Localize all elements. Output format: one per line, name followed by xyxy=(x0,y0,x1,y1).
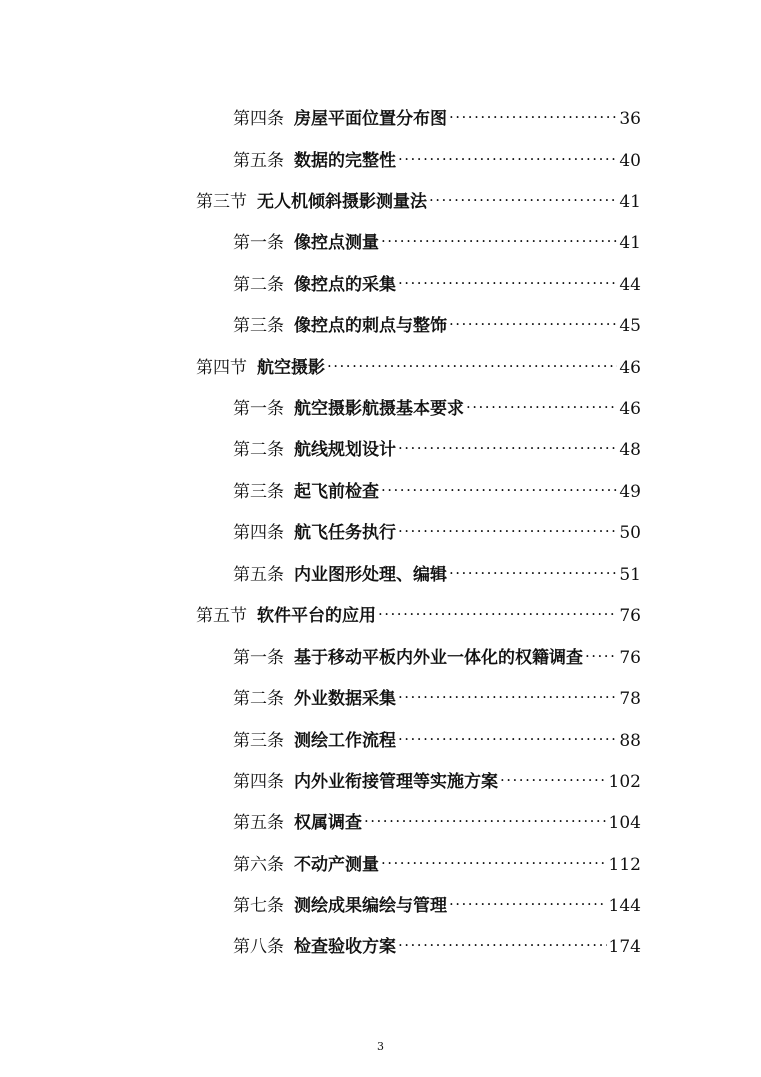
toc-entry-page: 49 xyxy=(619,482,641,502)
toc-entry-page: 41 xyxy=(619,233,641,253)
toc-entry-title: 软件平台的应用 xyxy=(257,606,376,626)
toc-entry-number: 第五条 xyxy=(233,151,284,171)
toc-entry-number: 第四条 xyxy=(233,109,284,129)
dot-leader xyxy=(466,384,617,414)
toc-entry[interactable] xyxy=(233,798,641,833)
toc-entry-page: 46 xyxy=(619,399,641,419)
toc-entry-page: 48 xyxy=(619,440,641,460)
toc-entry[interactable] xyxy=(196,591,641,626)
toc-entry-title: 无人机倾斜摄影测量法 xyxy=(257,192,427,212)
toc-entry[interactable] xyxy=(233,260,641,295)
toc-entry-number: 第八条 xyxy=(233,937,284,957)
toc-entry-title: 像控点测量 xyxy=(294,233,379,253)
toc-entry-number: 第三条 xyxy=(233,731,284,751)
toc-entry-page: 50 xyxy=(619,523,641,543)
page-number: 3 xyxy=(377,1040,384,1053)
dot-leader xyxy=(585,633,617,663)
toc-entry-title: 像控点的采集 xyxy=(294,275,396,295)
dot-leader xyxy=(429,177,617,207)
dot-leader xyxy=(398,674,617,704)
toc-entry-title: 内外业衔接管理等实施方案 xyxy=(294,772,498,792)
toc-entry[interactable] xyxy=(196,343,641,378)
toc-entry-title: 数据的完整性 xyxy=(294,151,396,171)
toc-entry[interactable] xyxy=(233,922,641,957)
toc-entry-page: 88 xyxy=(619,731,641,751)
toc-entry-number: 第一条 xyxy=(233,399,284,419)
toc-entry-page: 44 xyxy=(619,275,641,295)
dot-leader xyxy=(398,136,617,166)
toc-entry-number: 第三节 xyxy=(196,192,247,212)
dot-leader xyxy=(398,425,617,455)
toc-entry-number: 第二条 xyxy=(233,440,284,460)
toc-entry-title: 房屋平面位置分布图 xyxy=(294,109,447,129)
dot-leader xyxy=(381,218,617,248)
dot-leader xyxy=(449,301,617,331)
dot-leader xyxy=(378,591,617,621)
toc-entry[interactable] xyxy=(233,633,641,668)
dot-leader xyxy=(381,840,607,870)
toc-entry-title: 航空摄影航摄基本要求 xyxy=(294,399,464,419)
toc-entry-title: 航空摄影 xyxy=(257,358,325,378)
toc-entry[interactable] xyxy=(233,467,641,502)
toc-entry[interactable] xyxy=(233,840,641,875)
dot-leader xyxy=(398,260,617,290)
toc-entry[interactable] xyxy=(196,177,641,212)
toc-entry-title: 内业图形处理、编辑 xyxy=(294,565,447,585)
toc-entry-page: 45 xyxy=(619,316,641,336)
toc-entry-page: 41 xyxy=(619,192,641,212)
toc-entry-number: 第一条 xyxy=(233,648,284,668)
dot-leader xyxy=(500,757,607,787)
toc-entry-title: 检查验收方案 xyxy=(294,937,396,957)
dot-leader xyxy=(381,467,617,497)
toc-entry-number: 第七条 xyxy=(233,896,284,916)
toc-entry[interactable] xyxy=(233,384,641,419)
dot-leader xyxy=(449,550,617,580)
toc-entry[interactable] xyxy=(233,674,641,709)
toc-entry-number: 第六条 xyxy=(233,855,284,875)
toc-entry-page: 46 xyxy=(619,358,641,378)
toc-entry[interactable] xyxy=(233,757,641,792)
toc-entry[interactable] xyxy=(233,881,641,916)
toc-entry-title: 外业数据采集 xyxy=(294,689,396,709)
toc-entry-number: 第五条 xyxy=(233,813,284,833)
toc-entry[interactable] xyxy=(233,716,641,751)
toc-entry-page: 174 xyxy=(608,937,641,957)
dot-leader xyxy=(398,922,607,952)
toc-entry-number: 第五节 xyxy=(196,606,247,626)
toc-entry-title: 航飞任务执行 xyxy=(294,523,396,543)
toc-entry[interactable] xyxy=(233,136,641,171)
toc-entry-title: 航线规划设计 xyxy=(294,440,396,460)
toc-entry[interactable] xyxy=(233,94,641,129)
toc-entry[interactable] xyxy=(233,550,641,585)
toc-entry-page: 76 xyxy=(619,648,641,668)
toc-entry-page: 144 xyxy=(608,896,641,916)
dot-leader xyxy=(327,343,617,373)
toc-entry-number: 第一条 xyxy=(233,233,284,253)
toc-entry-page: 76 xyxy=(619,606,641,626)
toc-entry-number: 第四条 xyxy=(233,772,284,792)
toc-entry-number: 第三条 xyxy=(233,316,284,336)
toc-entry-title: 测绘成果编绘与管理 xyxy=(294,896,447,916)
toc-entry-number: 第四条 xyxy=(233,523,284,543)
toc-entry[interactable] xyxy=(233,508,641,543)
toc-entry-number: 第五条 xyxy=(233,565,284,585)
toc-entry[interactable] xyxy=(233,301,641,336)
toc-entry-title: 权属调查 xyxy=(294,813,362,833)
toc-entry-page: 102 xyxy=(608,772,641,792)
toc-entry[interactable] xyxy=(233,425,641,460)
dot-leader xyxy=(398,508,617,538)
toc-entry-number: 第二条 xyxy=(233,689,284,709)
toc-entry-number: 第三条 xyxy=(233,482,284,502)
toc-entry-title: 基于移动平板内外业一体化的权籍调查 xyxy=(294,648,583,668)
toc-entry-number: 第四节 xyxy=(196,358,247,378)
toc-entry-page: 112 xyxy=(608,855,641,875)
dot-leader xyxy=(449,94,617,124)
toc-entry-title: 不动产测量 xyxy=(294,855,379,875)
toc-entry[interactable] xyxy=(233,218,641,253)
dot-leader xyxy=(364,798,607,828)
toc-entry-page: 40 xyxy=(619,151,641,171)
toc-entry-page: 104 xyxy=(608,813,641,833)
toc-entry-title: 像控点的刺点与整饰 xyxy=(294,316,447,336)
toc-entry-page: 36 xyxy=(619,109,641,129)
toc-entry-title: 起飞前检查 xyxy=(294,482,379,502)
toc-entry-page: 51 xyxy=(619,565,641,585)
toc-entry-number: 第二条 xyxy=(233,275,284,295)
toc-entry-page: 78 xyxy=(619,689,641,709)
toc-entry-title: 测绘工作流程 xyxy=(294,731,396,751)
dot-leader xyxy=(398,716,617,746)
dot-leader xyxy=(449,881,607,911)
